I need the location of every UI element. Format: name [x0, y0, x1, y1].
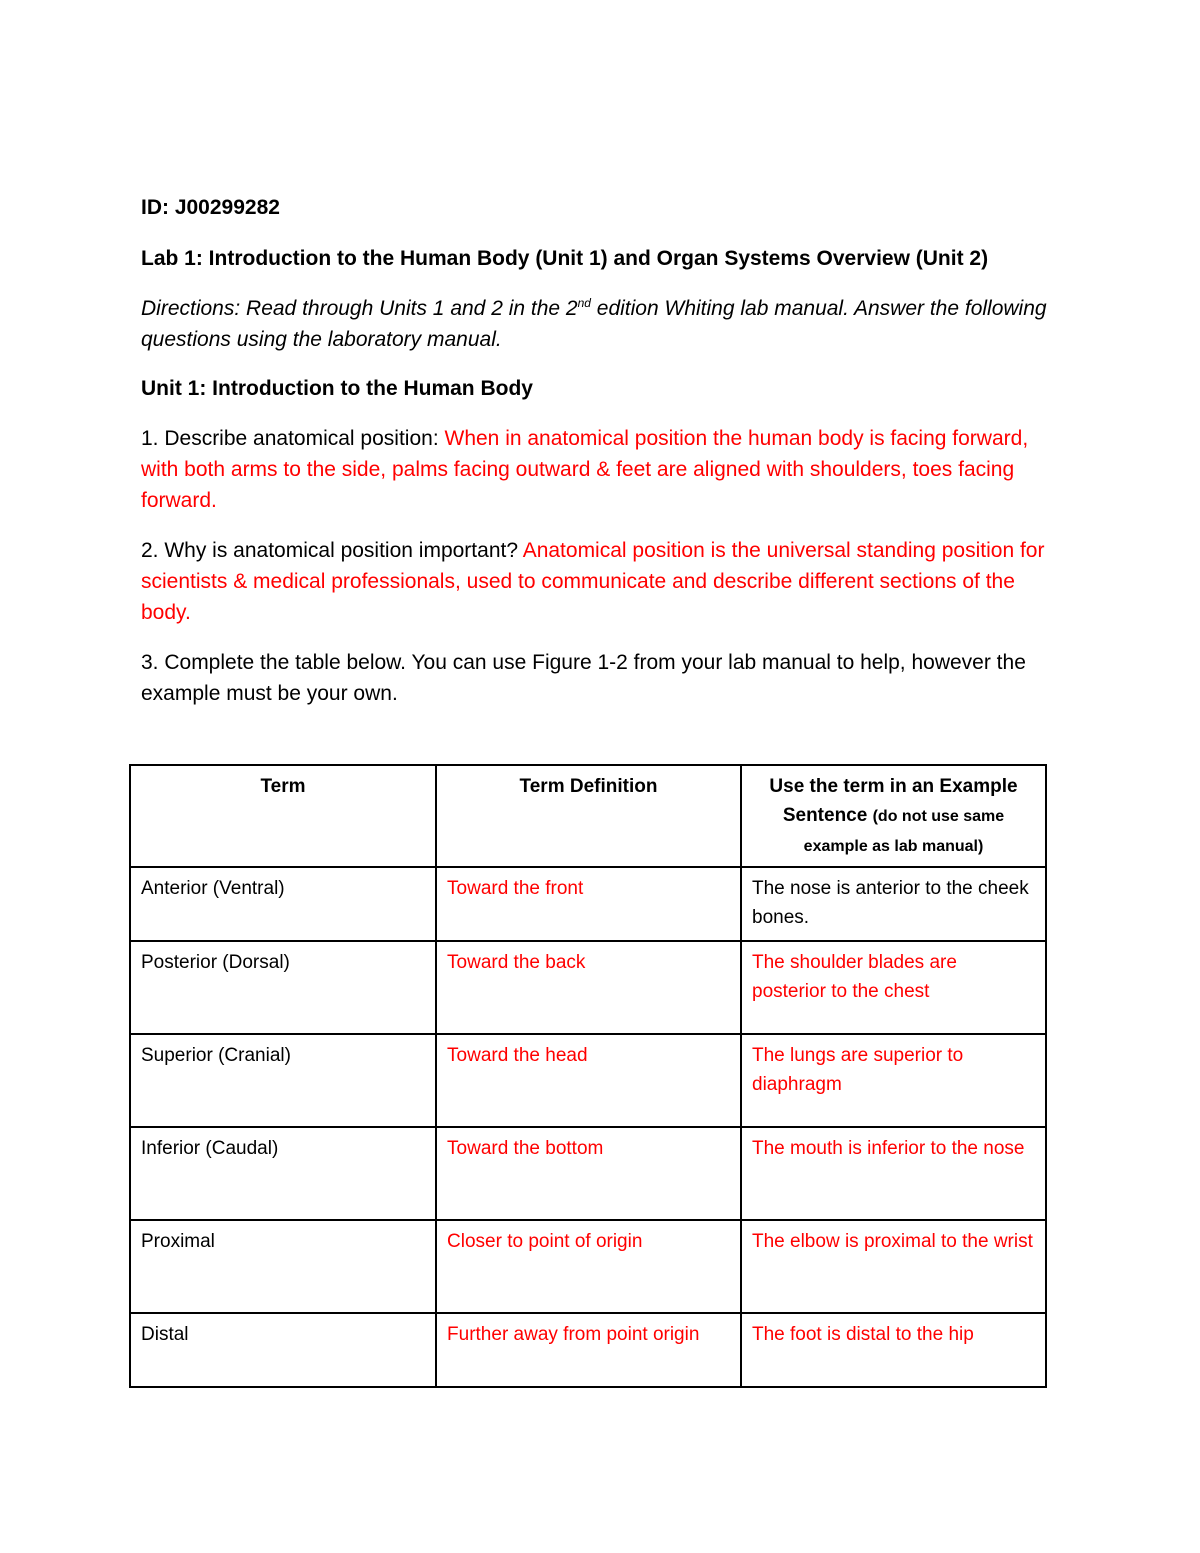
term-cell: Distal — [130, 1313, 436, 1387]
header-example — [741, 765, 1046, 867]
table-row — [130, 867, 1046, 941]
example-cell: The nose is anterior to the cheek bones. — [741, 867, 1046, 941]
header-definition: Term Definition — [436, 765, 741, 867]
directional-terms-table — [129, 764, 1047, 1388]
example-cell: The shoulder blades are posterior to the chest — [741, 941, 1046, 1034]
example-cell: The elbow is proximal to the wrist — [741, 1220, 1046, 1313]
definition-cell: Toward the back — [436, 941, 741, 1034]
table-row — [130, 1034, 1046, 1127]
example-cell: The foot is distal to the hip — [741, 1313, 1046, 1387]
unit-1-heading: Unit 1: Introduction to the Human Body — [141, 377, 533, 400]
document-body — [141, 193, 1061, 709]
header-example-main: Use the term in an Example Sentence — [769, 776, 1018, 826]
term-cell: Superior (Cranial) — [130, 1034, 436, 1127]
definition-cell: Closer to point of origin — [436, 1220, 741, 1313]
question-2 — [141, 535, 1061, 628]
question-1 — [141, 423, 1061, 516]
header-term: Term — [130, 765, 436, 867]
table-header-row — [130, 765, 1046, 867]
directions-prefix: Directions: Read through Units 1 and 2 in the 2 — [141, 297, 578, 320]
question-3-prompt: 3. Complete the table below. You can use Figure 1-2 from your lab manual to help, however the example must be your own. — [141, 651, 1026, 705]
definition-cell: Toward the head — [436, 1034, 741, 1127]
directions-suffix: edition Whiting lab manual. Answer the following questions using the laboratory manual. — [141, 297, 1047, 351]
terms-table-container — [129, 764, 1047, 1388]
directions — [141, 293, 1061, 355]
table-row — [130, 1313, 1046, 1387]
term-cell: Posterior (Dorsal) — [130, 941, 436, 1034]
header-example-note: (do not use same example as lab manual) — [803, 808, 1005, 855]
table-row — [130, 941, 1046, 1034]
term-cell: Anterior (Ventral) — [130, 867, 436, 941]
student-id: ID: J00299282 — [141, 196, 280, 219]
question-1-answer: When in anatomical position the human body is facing forward, with both arms to the side, palms facing outward & feet are aligned with shoulders, toes facing forward. — [141, 427, 1029, 512]
table-row — [130, 1220, 1046, 1313]
question-3 — [141, 647, 1061, 709]
term-cell: Inferior (Caudal) — [130, 1127, 436, 1220]
lab-title: Lab 1: Introduction to the Human Body (Unit 1) and Organ Systems Overview (Unit 2) — [141, 247, 989, 270]
definition-cell: Toward the bottom — [436, 1127, 741, 1220]
example-cell: The mouth is inferior to the nose — [741, 1127, 1046, 1220]
term-cell: Proximal — [130, 1220, 436, 1313]
question-2-answer: Anatomical position is the universal standing position for scientists & medical professionals, used to communicate and describe different sections of the body. — [141, 539, 1045, 624]
question-1-prompt: 1. Describe anatomical position: — [141, 427, 445, 450]
definition-cell: Toward the front — [436, 867, 741, 941]
example-cell: The lungs are superior to diaphragm — [741, 1034, 1046, 1127]
directions-superscript: nd — [577, 296, 591, 310]
definition-cell: Further away from point origin — [436, 1313, 741, 1387]
question-2-prompt: 2. Why is anatomical position important? — [141, 539, 523, 562]
table-row — [130, 1127, 1046, 1220]
